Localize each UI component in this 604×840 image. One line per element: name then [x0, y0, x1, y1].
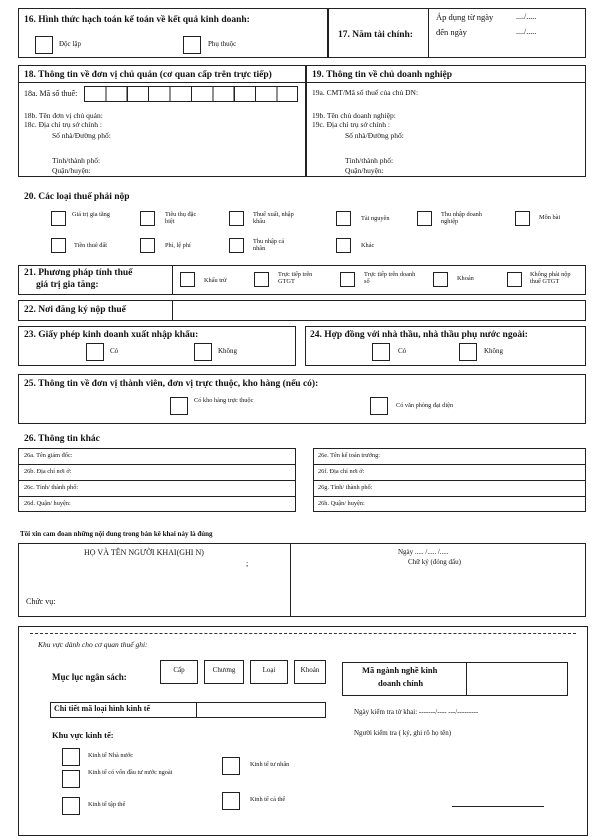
independent-label: Độc lập: [59, 40, 81, 48]
section-21-title-2: giá trị gia tăng:: [36, 280, 99, 290]
tax-office-top-dashes: [30, 633, 576, 634]
vat-direct-gtgt-checkbox[interactable]: [254, 272, 269, 287]
apply-to-label: đến ngày: [436, 27, 467, 37]
director-name-label: 26a. Tên giám đốc:: [24, 452, 73, 459]
checker-label: Người kiểm tra ( ký, ghi rõ họ tên): [354, 729, 452, 737]
declarant-name-label: HỌ VÀ TÊN NGƯỜI KHAI(GHI N): [84, 548, 204, 557]
independent-checkbox[interactable]: [35, 36, 53, 54]
warehouse-checkbox[interactable]: [170, 397, 188, 415]
tax-import-export-label: Thuế xuất, nhập khẩu: [253, 211, 294, 226]
tax-cit-label: Thu nhập doanh nghiệp: [441, 211, 482, 226]
section-26-title: 26. Thông tin khác: [24, 434, 100, 444]
contract-no-checkbox[interactable]: [459, 343, 477, 361]
accountant-name-label: 26e. Tên kế toán trưởng:: [318, 452, 381, 459]
sign-date-label: Ngày ..... /..... /.....: [398, 548, 449, 556]
contract-yes-checkbox[interactable]: [372, 343, 390, 361]
parent-unit-address-label: 18c. Địa chỉ trụ sở chính :: [24, 120, 102, 129]
section-20-title: 20. Các loại thuế phải nộp: [24, 192, 130, 202]
apply-to-value[interactable]: ..../.....: [516, 27, 537, 36]
tax-land-rent-checkbox[interactable]: [51, 238, 66, 253]
rep-office-checkbox[interactable]: [370, 397, 388, 415]
vat-deduction-label: Khấu trừ: [204, 277, 227, 284]
private-sector-label: Kinh tế tư nhân: [250, 761, 290, 768]
private-sector-checkbox[interactable]: [222, 757, 240, 775]
declaration-text: Tôi xin cam đoan những nội dung trong bản kê khai này là đúng: [20, 530, 213, 538]
tax-other-checkbox[interactable]: [336, 238, 351, 253]
tax-special-checkbox[interactable]: [140, 211, 155, 226]
dependent-checkbox[interactable]: [183, 36, 201, 54]
vat-exempt-checkbox[interactable]: [507, 272, 522, 287]
sector-label: Khu vực kinh tế:: [52, 730, 114, 740]
section-17-divider: [428, 8, 429, 58]
section-21-divider: [172, 265, 173, 295]
tax-code-18a-boxes[interactable]: [84, 86, 298, 102]
section-19-header-rule: [306, 82, 586, 83]
contract-yes-label: Có: [398, 347, 407, 355]
director-address-label: 26b. Địa chỉ nơi ở:: [24, 468, 72, 475]
vat-deduction-checkbox[interactable]: [180, 272, 195, 287]
tax-license-label: Môn bài: [539, 214, 561, 221]
section-16-title: 16. Hình thức hạch toán kế toán về kết quả kinh doanh:: [24, 15, 250, 25]
tax-code-18a-label: 18a. Mã số thuế:: [24, 89, 78, 98]
section-19-title: 19. Thông tin về chủ doanh nghiệp: [312, 70, 452, 80]
section-21-title-1: 21. Phương pháp tính thuế: [24, 268, 133, 278]
owner-address-label: 19c. Địa chỉ trụ sở chính :: [312, 120, 390, 129]
vat-direct-revenue-label: Trực tiếp trên doanh số: [364, 271, 416, 286]
sign-signature-label: Chữ ký (đóng dấu): [408, 558, 461, 566]
parent-street-label: Số nhà/Đường phố:: [52, 131, 111, 140]
apply-from-value[interactable]: ..../.....: [516, 12, 537, 21]
fdi-sector-label: Kinh tế có vốn đầu tư nước ngoài: [88, 769, 173, 776]
signature-divider: [290, 543, 291, 617]
tax-pit-checkbox[interactable]: [229, 238, 244, 253]
state-sector-checkbox[interactable]: [62, 748, 80, 766]
tax-office-area-title: Khu vực dành cho cơ quan thuế ghi:: [38, 640, 148, 649]
position-label: Chức vụ:: [26, 597, 56, 606]
accountant-district-label: 26h. Quận/ huyện:: [318, 500, 365, 507]
industry-code-divider: [466, 662, 467, 696]
vat-direct-revenue-checkbox[interactable]: [340, 272, 355, 287]
tax-vat-checkbox[interactable]: [51, 211, 66, 226]
budget-label: Mục lục ngân sách:: [52, 672, 127, 682]
owner-street-label: Số nhà/Đường phố:: [345, 131, 404, 140]
checker-signature-line: [452, 806, 544, 807]
owner-id-label: 19a. CMT/Mã số thuế của chủ DN:: [312, 88, 419, 97]
section-23-title: 23. Giấy phép kinh doanh xuất nhập khẩu:: [24, 330, 199, 340]
section-24-title: 24. Hợp đồng với nhà thầu, nhà thầu phụ nước ngoài:: [310, 330, 528, 340]
tax-fee-checkbox[interactable]: [140, 238, 155, 253]
export-license-no-checkbox[interactable]: [194, 343, 212, 361]
tax-cit-checkbox[interactable]: [417, 211, 432, 226]
budget-chapter-box[interactable]: Chương: [204, 660, 244, 684]
contract-no-label: Không: [484, 347, 504, 355]
tax-import-export-checkbox[interactable]: [229, 211, 244, 226]
parent-unit-name-label: 18b. Tên đơn vị chủ quản:: [24, 111, 103, 120]
section-25-title: 25. Thông tin về đơn vị thành viên, đơn vị trực thuộc, kho hàng (nếu có):: [24, 379, 319, 389]
household-sector-label: Kinh tế cá thể: [250, 796, 286, 803]
industry-code-label-1: Mã ngành nghề kinh: [362, 665, 438, 675]
tax-special-label: Tiêu thụ đặc biệt: [165, 211, 197, 226]
tax-resource-label: Tài nguyên: [361, 215, 390, 222]
director-city-label: 26c. Tỉnh/ thành phố:: [24, 484, 79, 491]
vat-direct-gtgt-label: Trực tiếp trên GTGT: [278, 271, 313, 286]
export-license-yes-label: Có: [110, 347, 119, 355]
apply-from-label: Áp dụng từ ngày: [436, 12, 494, 22]
parent-city-label: Tỉnh/thành phố:: [52, 156, 101, 165]
vat-lumpsum-label: Khoán: [457, 275, 474, 282]
section-22-title: 22. Nơi đăng ký nộp thuế: [24, 305, 126, 315]
warehouse-label: Có kho hàng trực thuộc: [194, 397, 254, 404]
economic-type-divider: [196, 702, 197, 718]
tax-license-checkbox[interactable]: [515, 211, 530, 226]
director-district-label: 26d. Quận/ huyện:: [24, 500, 71, 507]
collective-sector-checkbox[interactable]: [62, 797, 80, 815]
section-18-title: 18. Thông tin về đơn vị chủ quản (cơ quan cấp trên trực tiếp): [24, 70, 272, 80]
rep-office-label: Có văn phòng đại diện: [396, 402, 454, 409]
declarant-mark: ;: [246, 559, 249, 568]
fdi-sector-checkbox[interactable]: [62, 770, 80, 788]
tax-pit-label: Thu nhập cá nhân: [253, 238, 285, 253]
economic-type-label: Chi tiết mã loại hình kinh tế: [54, 704, 151, 713]
section-17-title: 17. Năm tài chính:: [338, 30, 413, 40]
budget-item-box[interactable]: Khoản: [294, 660, 326, 684]
accountant-address-label: 26f. Địa chỉ nơi ở:: [318, 468, 365, 475]
section-18-header-rule: [18, 82, 306, 83]
household-sector-checkbox[interactable]: [222, 792, 240, 810]
tax-land-rent-label: Tiền thuê đất: [74, 242, 108, 249]
industry-code-label-2: doanh chính: [378, 678, 424, 688]
export-license-yes-checkbox[interactable]: [86, 343, 104, 361]
budget-type-box[interactable]: Loại: [250, 660, 288, 684]
tax-vat-label: Giá trị gia tăng: [72, 211, 110, 218]
tax-resource-checkbox[interactable]: [336, 211, 351, 226]
parent-district-label: Quận/huyện:: [52, 166, 91, 175]
owner-city-label: Tỉnh/thành phố:: [345, 156, 394, 165]
owner-name-label: 19b. Tên chủ doanh nghiệp:: [312, 111, 396, 120]
accountant-city-label: 26g. Tỉnh/ thành phố:: [318, 484, 373, 491]
owner-district-label: Quận/huyện:: [345, 166, 384, 175]
vat-exempt-label: Không phải nộp thuế GTGT: [530, 271, 571, 286]
tax-other-label: Khác: [361, 242, 375, 249]
budget-level-box[interactable]: Cấp: [160, 660, 198, 684]
dependent-label: Phụ thuộc: [208, 40, 237, 48]
state-sector-label: Kinh tế Nhà nước: [88, 752, 134, 759]
collective-sector-label: Kinh tế tập thể: [88, 801, 126, 808]
section-22-divider: [172, 300, 173, 321]
export-license-no-label: Không: [218, 347, 238, 355]
check-date-label: Ngày kiểm tra tờ khai: -------/---- ---/---------: [354, 708, 479, 716]
vat-lumpsum-checkbox[interactable]: [433, 272, 448, 287]
tax-fee-label: Phí, lệ phí: [165, 242, 191, 249]
